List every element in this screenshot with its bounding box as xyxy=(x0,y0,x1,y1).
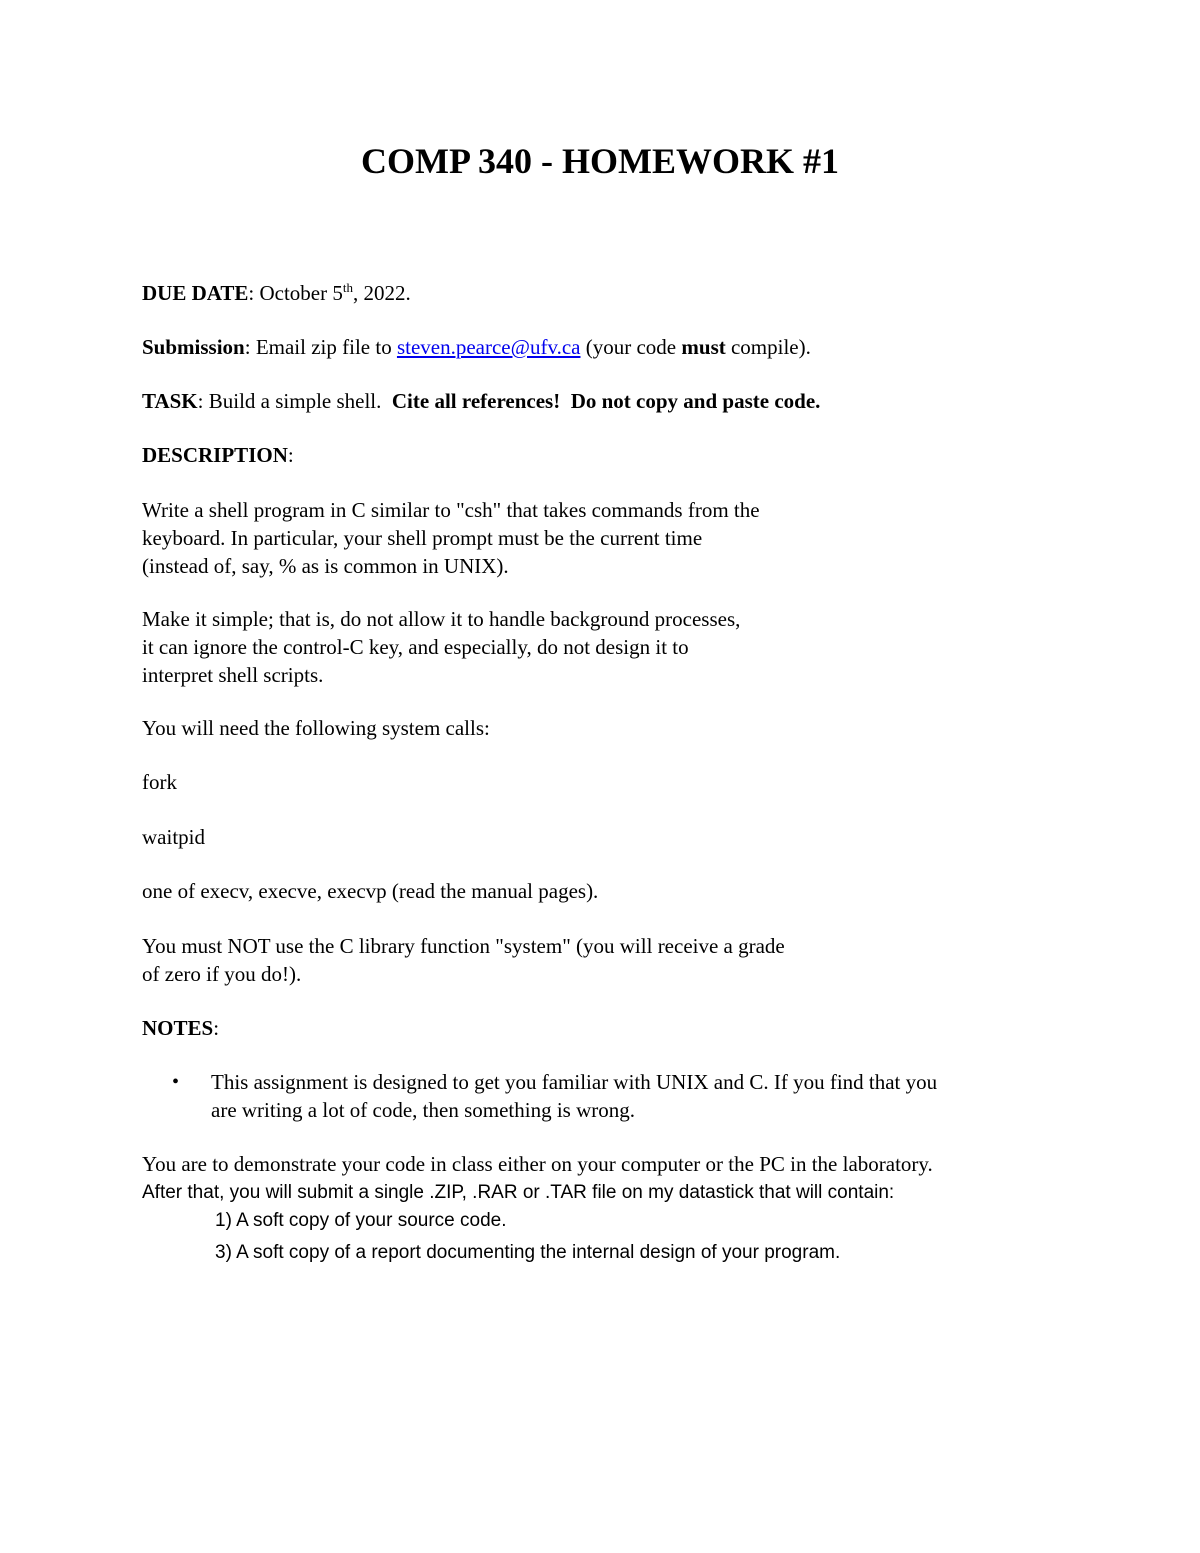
paragraph-line: it can ignore the control-C key, and especially, do not design it to xyxy=(142,635,689,659)
email-link[interactable]: steven.pearce@ufv.ca xyxy=(396,335,581,359)
paragraph-line: interpret shell scripts. xyxy=(142,663,324,687)
notes-label: NOTES xyxy=(142,1016,214,1040)
note-line: This assignment is designed to get you familiar with UNIX and C. If you find that you xyxy=(211,1070,938,1094)
closing-line: You are to demonstrate your code in class either on your computer or the PC in the laboratory. xyxy=(142,1152,933,1176)
submission-line xyxy=(142,334,811,360)
due-date-text: October 5 xyxy=(254,281,343,305)
task-no-copy: Do not copy and paste code. xyxy=(570,389,821,413)
task-sep xyxy=(560,389,571,413)
due-date-suffix: th xyxy=(342,280,353,295)
submission-text-end: compile). xyxy=(725,335,811,359)
task-label: TASK xyxy=(142,389,198,413)
submission-colon: : xyxy=(244,335,251,359)
paragraph-line: keyboard. In particular, your shell prompt must be the current time xyxy=(142,526,703,550)
warning-line: You must NOT use the C library function "system" (you will receive a grade xyxy=(142,934,785,958)
syscall-exec: one of execv, execve, execvp (read the manual pages). xyxy=(142,879,599,903)
syscall-waitpid: waitpid xyxy=(142,825,205,849)
note-line: are writing a lot of code, then something is wrong. xyxy=(211,1098,635,1122)
paragraph-line: Make it simple; that is, do not allow it to handle background processes, xyxy=(142,607,741,631)
due-date-line xyxy=(142,280,411,306)
closing-line: After that, you will submit a single .ZIP, .RAR or .TAR file on my datastick that will contain: xyxy=(142,1182,895,1203)
task-text: Build a simple shell. xyxy=(203,389,392,413)
task-colon: : xyxy=(197,389,204,413)
closing-item: 3) A soft copy of a report documenting the internal design of your program. xyxy=(215,1242,841,1263)
due-date-colon: : xyxy=(248,281,255,305)
notes-colon: : xyxy=(213,1016,220,1040)
submission-text-mid: (your code xyxy=(580,335,682,359)
description-heading xyxy=(142,442,294,468)
description-colon: : xyxy=(287,443,294,467)
task-cite: Cite all references! xyxy=(391,389,561,413)
notes-heading xyxy=(142,1015,219,1041)
bullet-icon: • xyxy=(172,1071,180,1093)
task-line xyxy=(142,388,820,414)
syscall-fork: fork xyxy=(142,770,177,794)
paragraph-line: (instead of, say, % as is common in UNIX). xyxy=(142,554,509,578)
description-label: DESCRIPTION xyxy=(142,443,288,467)
warning-line: of zero if you do!). xyxy=(142,962,302,986)
submission-must: must xyxy=(681,335,726,359)
syscalls-intro: You will need the following system calls: xyxy=(142,716,490,740)
submission-text: Email zip file to xyxy=(250,335,397,359)
closing-item: 1) A soft copy of your source code. xyxy=(215,1210,507,1231)
due-date-year: , 2022. xyxy=(352,281,411,305)
paragraph-line: Write a shell program in C similar to "csh" that takes commands from the xyxy=(142,498,760,522)
due-date-label: DUE DATE xyxy=(142,281,249,305)
submission-label: Submission xyxy=(142,335,245,359)
page-title: COMP 340 - HOMEWORK #1 xyxy=(361,141,839,181)
